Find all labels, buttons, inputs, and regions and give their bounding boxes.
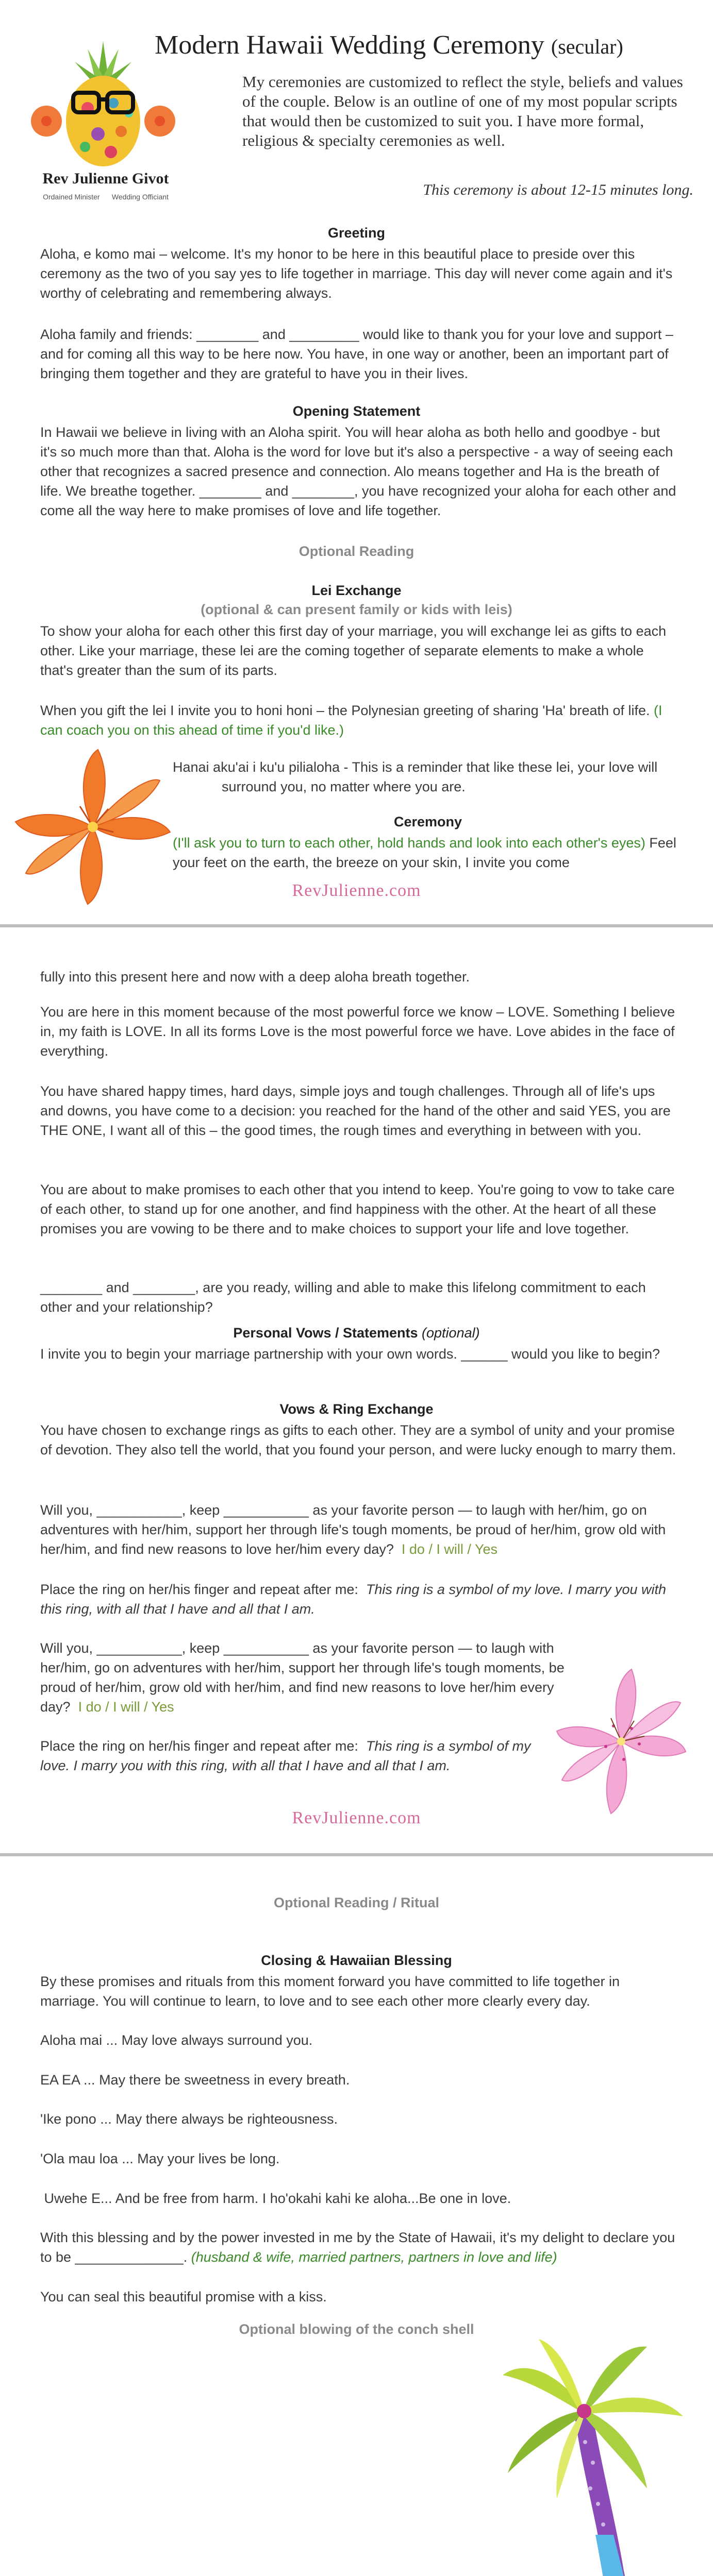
ceremony-paragraph — [173, 833, 683, 872]
logo-sub-right: Wedding Officiant — [111, 193, 169, 201]
rings-paragraph-3 — [40, 1580, 679, 1619]
page-divider-2 — [0, 1853, 713, 1856]
logo-name: Rev Julienne Givot — [42, 170, 169, 187]
blessing-paragraph-1: By these promises and rituals from this moment forward you have committed to life together in marriage. You will continue to learn, to love and to see each other more clearly every day. — [40, 1974, 620, 2009]
title-suffix: (secular) — [551, 35, 623, 58]
page-divider-1 — [0, 924, 713, 927]
blessing-paragraph-2-note: (husband & wife, married partners, partners in love and life) — [191, 2249, 557, 2265]
lei-paragraph-3: Hanai aku'ai i ku'u pilialoha - This is a reminder that like these lei, your love will surround you, no matter where you are. — [173, 759, 658, 794]
blessing-paragraph-2-text: With this blessing and by the power invested in me by the State of Hawaii, it's my delight to declare you to be ______________. — [40, 2230, 675, 2265]
intro-text: My ceremonies are customized to reflect the style, beliefs and values of the couple. Below is an outline of one of my most popular scripts that would then be customized to suit you. I have more formal, religious & specialty ceremonies as well. — [242, 73, 683, 149]
rings-paragraph-4 — [40, 1638, 566, 1717]
blessing-line-1: Aloha mai ... May love always surround you. — [40, 2032, 313, 2048]
vows-paragraph: I invite you to begin your marriage partnership with your own words. ______ would you like to begin? — [40, 1346, 660, 1362]
vows-heading-text: Personal Vows / Statements — [233, 1325, 418, 1341]
pink-lily-icon — [554, 1664, 688, 1819]
rings-paragraph-5-text: Place the ring on her/his finger and repeat after me: — [40, 1738, 358, 1754]
footer-link-2[interactable]: RevJulienne.com — [292, 1808, 421, 1827]
optional-reading-label: Optional Reading — [299, 544, 414, 559]
rings-answer-2: I do / I will / Yes — [78, 1699, 174, 1715]
pink-lily-image — [554, 1664, 688, 1819]
duration-text: This ceremony is about 12-15 minutes long. — [423, 181, 693, 198]
optional-ritual-label: Optional Reading / Ritual — [273, 1895, 439, 1910]
greeting-heading: Greeting — [327, 225, 386, 241]
rings-heading: Vows & Ring Exchange — [279, 1401, 434, 1417]
blessing-line-5: Uwehe E... And be free from harm. I ho'okahi kahi ke aloha...Be one in love. — [40, 2191, 511, 2206]
blessing-line-3: 'Ike pono ... May there always be righteousness. — [40, 2111, 338, 2127]
lei-paragraph-2 — [40, 701, 679, 740]
lei-paragraph-2-text: When you gift the lei I invite you to honi honi – the Polynesian greeting of sharing 'Ha' breath of life. — [40, 703, 650, 718]
palm-tree-image — [492, 2339, 688, 2576]
page2-paragraph-5: ________ and ________, are you ready, willing and able to make this lifelong commitment to each other and your relationship? — [40, 1280, 646, 1315]
page2-paragraph-3: You have shared happy times, hard days, simple joys and tough challenges. Through all of life's ups and downs, you have come to a decision: you reached for the hand of the other and said YES, you are THE ONE, I want all of this – the good times, the rough times and everything in between with you. — [40, 1083, 671, 1138]
vows-heading — [0, 1325, 713, 1341]
blessing-line-2: EA EA ... May there be sweetness in every breath. — [40, 2072, 350, 2088]
blessing-line-4: 'Ola mau loa ... May your lives be long. — [40, 2151, 280, 2166]
rings-quote-2: This ring is a symbol of my love. I marry you with this ring, with all that I have and all that I am. — [40, 1738, 531, 1773]
lei-coach-note: (I can coach you on this ahead of time if you'd like.) — [40, 703, 662, 738]
ceremony-heading: Ceremony — [393, 814, 462, 829]
lei-heading: Lei Exchange — [311, 583, 402, 598]
vows-heading-optional: (optional) — [422, 1325, 480, 1341]
rings-paragraph-4-text: Will you, ___________, keep ___________ as your favorite person — to laugh with her/him, go on adventures with her/him, support her through life's tough moments, be proud of her/him, grow old with her/him, and find new reasons to love her/him every day? — [40, 1640, 565, 1715]
logo-sub-left: Ordained Minister — [43, 193, 100, 201]
opening-paragraph: In Hawaii we believe in living with an Aloha spirit. You will hear aloha as both hello and goodbye - but it's so much more than that. Aloha is the word for love but it's also a perspective - a way of seeing each other that recognizes a sacred presence and connection. Alo means together and Ha is the breath of life. We breathe together. ________ and ________, you have recognized your aloha for each other and come all the way here to make promises of love and life together. — [40, 425, 676, 518]
page2-paragraph-2: You are here in this moment because of the most powerful force we know – LOVE. Something I believe in, my faith is LOVE. In all its forms Love is the most powerful force we have. Love abides in the face of everything. — [40, 1004, 675, 1059]
opening-heading: Opening Statement — [292, 403, 421, 419]
blessing-paragraph-3: You can seal this beautiful promise with a kiss. — [40, 2289, 327, 2304]
rings-quote-1: This ring is a symbol of my love. I marry you with this ring, with all that I have and all that I am. — [40, 1582, 667, 1617]
greeting-paragraph-1: Aloha, e komo mai – welcome. It's my honor to be here in this beautiful place to preside over this ceremony as the two of you say yes to life together in marriage. This day will never come again and it's worthy of celebrating and remembering always. — [40, 246, 673, 301]
lei-subheading: (optional & can present family or kids with leis) — [201, 602, 512, 617]
page2-paragraph-4: You are about to make promises to each other that you intend to keep. You're going to vow to take care of each other, to stand up for one another, and find happiness with the other. At the heart of all these promises you are vowing to be there and to make choices to support your life and love together. — [40, 1182, 675, 1236]
rings-paragraph-1: You have chosen to exchange rings as gifts to each other. They are a symbol of unity and your promise of devotion. They also tell the world, that you found your person, and were lucky enough to marry them. — [40, 1422, 676, 1458]
rings-answer-1: I do / I will / Yes — [401, 1541, 498, 1557]
rings-paragraph-5 — [40, 1736, 551, 1775]
blessing-heading: Closing & Hawaiian Blessing — [261, 1953, 452, 1968]
page-title — [155, 30, 701, 60]
lei-paragraph-1: To show your aloha for each other this first day of your marriage, you will exchange lei as gifts to each other. Like your marriage, these lei are the coming together of separate elements to make a whole that's greater than the sum of its parts. — [40, 623, 667, 678]
rings-paragraph-3-text: Place the ring on her/his finger and repeat after me: — [40, 1582, 358, 1597]
page2-paragraph-1: fully into this present here and now with a deep aloha breath together. — [40, 969, 470, 985]
footer-link-1[interactable]: RevJulienne.com — [292, 881, 421, 900]
conch-label: Optional blowing of the conch shell — [239, 2321, 474, 2337]
greeting-paragraph-2: Aloha family and friends: ________ and _________ would like to thank you for your love and support – and for coming all this way to be here now. You have, in one way or another, been an important part of bringing them together and they are grateful to have you in their lives. — [40, 327, 673, 381]
palm-tree-icon — [492, 2339, 688, 2576]
ceremony-note: (I'll ask you to turn to each other, hold hands and look into each other's eyes) — [173, 835, 645, 851]
ceremony-text: Feel your feet on the earth, the breeze on your skin, I invite you come — [173, 835, 676, 870]
logo-subtitle — [28, 193, 183, 201]
blessing-paragraph-2 — [40, 2228, 679, 2267]
rings-paragraph-2 — [40, 1500, 679, 1559]
title-main: Modern Hawaii Wedding Ceremony — [155, 30, 544, 60]
rings-paragraph-2-text: Will you, ___________, keep ___________ as your favorite person — to laugh with her/him, go on adventures with her/him, support her through life's tough moments, be proud of her/him, grow old with her/him, and find new reasons to love her/him every day? — [40, 1502, 666, 1557]
